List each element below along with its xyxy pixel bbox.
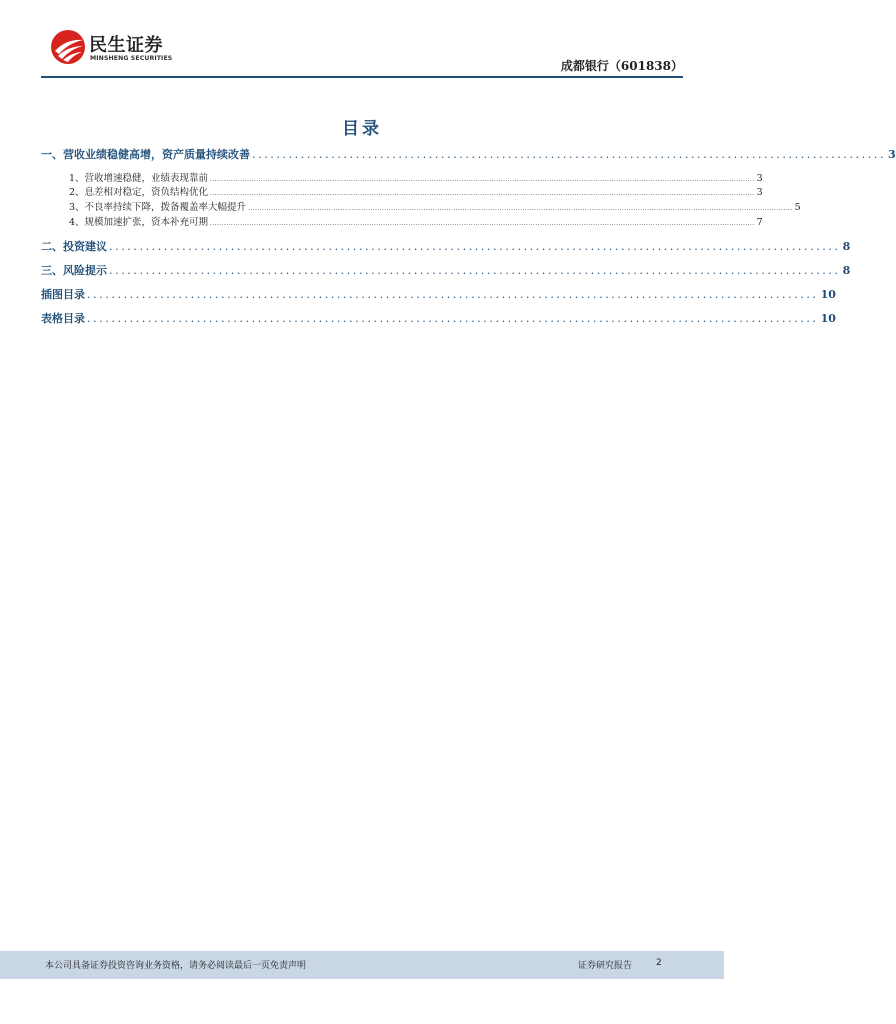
toc-leader-dots: ............................................................................................................................................................................................................................................ bbox=[210, 176, 755, 183]
logo-english-text: MINSHENG SECURITIES bbox=[90, 55, 173, 62]
toc-item-text: 三、风险提示 bbox=[41, 264, 107, 277]
footer-page-number: 2 bbox=[656, 958, 662, 968]
toc-item-text: 二、投资建议 bbox=[41, 240, 107, 253]
toc-item-section-2[interactable] bbox=[41, 238, 851, 254]
logo-chinese-text: 民生证券 bbox=[89, 35, 163, 56]
footer-report-type: 证券研究报告 bbox=[578, 961, 633, 971]
toc-item-page: 3 bbox=[756, 187, 763, 198]
toc-item-page: 8 bbox=[842, 264, 851, 277]
minsheng-logo-icon bbox=[50, 29, 86, 65]
toc-leader-dots: ........................................................................................................................ bbox=[109, 240, 841, 253]
toc-item-text: 3、不良率持续下降，拨备覆盖率大幅提升 bbox=[69, 202, 247, 213]
toc-item-subsection-4[interactable] bbox=[41, 214, 763, 228]
toc-item-text: 插图目录 bbox=[41, 288, 85, 301]
toc-item-page: 7 bbox=[756, 217, 763, 228]
footer-disclaimer: 本公司具备证券投资咨询业务资格，请务必阅读最后一页免责声明 bbox=[45, 961, 307, 971]
toc-item-page: 3 bbox=[756, 173, 763, 184]
toc-item-text: 表格目录 bbox=[41, 312, 85, 325]
toc-item-table-index[interactable] bbox=[41, 310, 836, 326]
toc-item-subsection-1[interactable] bbox=[41, 170, 763, 184]
report-header-title: 成都银行（601838） bbox=[560, 59, 683, 73]
toc-item-page: 3 bbox=[888, 148, 896, 161]
toc-item-text: 4、规模加速扩张，资本补充可期 bbox=[69, 217, 209, 228]
toc-leader-dots: ............................................................................................................................................................................................................................................ bbox=[210, 190, 755, 197]
toc-item-figure-index[interactable] bbox=[41, 286, 836, 302]
toc-leader-dots: ........................................................................................................................ bbox=[109, 264, 841, 277]
toc-item-text: 1、营收增速稳健，业绩表现靠前 bbox=[69, 173, 209, 184]
header-divider bbox=[41, 76, 683, 78]
toc-item-subsection-3[interactable] bbox=[41, 199, 801, 213]
toc-item-subsection-2[interactable] bbox=[41, 184, 763, 198]
company-logo bbox=[50, 28, 200, 68]
toc-leader-dots: ........................................................................................................................ bbox=[87, 312, 819, 325]
toc-leader-dots: ........................................................................................................................ bbox=[87, 288, 819, 301]
toc-item-page: 8 bbox=[842, 240, 851, 253]
toc-item-text: 一、营收业绩稳健高增，资产质量持续改善 bbox=[41, 148, 250, 161]
toc-leader-dots: ........................................................................................................ bbox=[252, 148, 887, 161]
toc-item-page: 5 bbox=[794, 202, 801, 213]
toc-item-section-1[interactable] bbox=[41, 146, 896, 162]
toc-leader-dots: ............................................................................................................................................................................................................................................ bbox=[248, 205, 793, 212]
toc-title: 目录 bbox=[342, 119, 382, 139]
toc-leader-dots: ............................................................................................................................................................................................................................................ bbox=[210, 220, 755, 227]
toc-item-section-3[interactable] bbox=[41, 262, 851, 278]
toc-item-text: 2、息差相对稳定，资负结构优化 bbox=[69, 187, 209, 198]
toc-item-page: 10 bbox=[820, 312, 836, 325]
toc-item-page: 10 bbox=[820, 288, 836, 301]
